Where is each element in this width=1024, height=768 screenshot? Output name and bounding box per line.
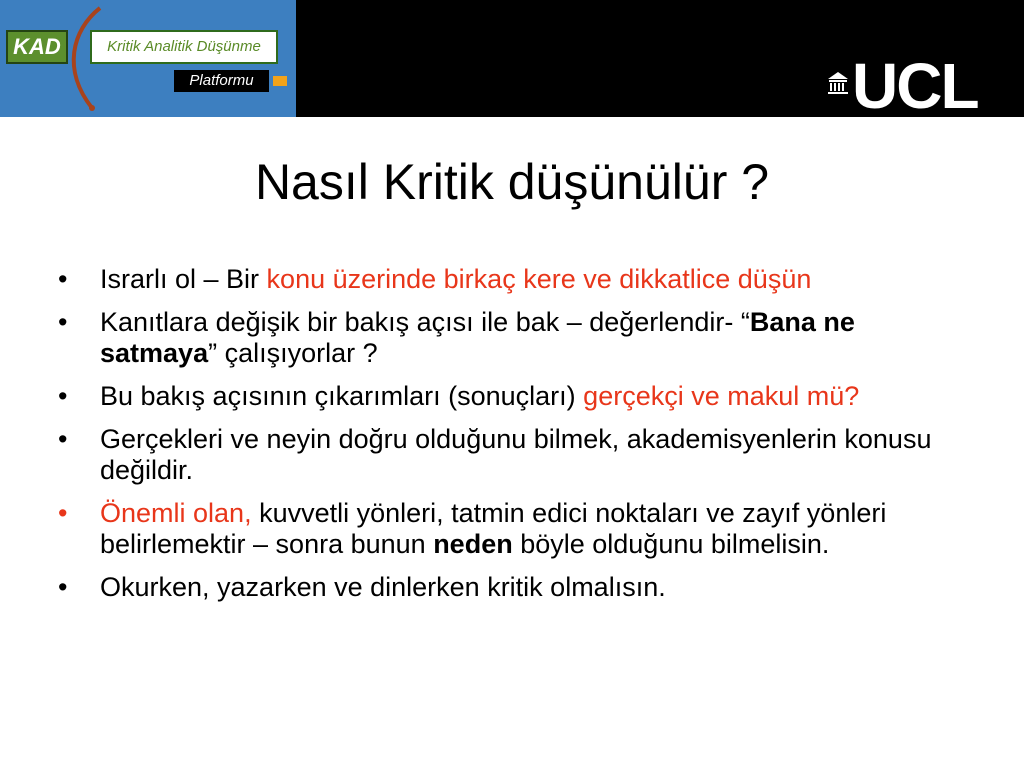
ucl-text: UCL (852, 50, 978, 122)
bullet-emphasis: neden (433, 529, 513, 559)
bullet-highlight: gerçekçi ve makul mü? (583, 381, 860, 411)
kad-abbr-box (6, 30, 68, 64)
bullet-text: böyle olduğunu bilmelisin. (512, 529, 830, 559)
bullet-item (58, 381, 958, 412)
bullet-text: Gerçekleri ve neyin doğru olduğunu bilmek, akademisyenlerin konusu değildir. (100, 424, 932, 485)
bullet-text: Israrlı ol – Bir (100, 264, 267, 294)
bullet-item (58, 307, 958, 369)
bullet-dot: • (58, 307, 68, 337)
bullet-text: ” çalışıyorlar ? (208, 338, 378, 368)
bullet-highlight: Önemli olan, (100, 498, 252, 528)
bullet-emphasis: Bana ne satmaya (100, 307, 855, 368)
kad-name: Kritik Analitik Düşünme (107, 38, 261, 55)
bullet-text: Bu bakış açısının çıkarımları (sonuçları) (100, 381, 584, 411)
bullet-text: kuvvetli yönleri, tatmin edici noktaları ve zayıf yönleri belirlemektir – sonra bunun (100, 498, 887, 559)
bullet-dot: • (58, 424, 68, 454)
bullet-dot: • (58, 381, 68, 411)
portico-icon (828, 72, 848, 94)
bullet-dot: • (58, 498, 68, 528)
bullet-text: Okurken, yazarken ve dinlerken kritik olmalısın. (100, 572, 666, 602)
bullet-list (58, 264, 958, 615)
bullet-item (58, 572, 958, 603)
bullet-dot: • (58, 264, 68, 294)
bullet-item (58, 424, 958, 486)
bullet-text: Kanıtlara değişik bir bakış açısı ile bak – değerlendir- “ (100, 307, 750, 337)
kad-name-box (90, 30, 278, 64)
bullet-dot: • (58, 572, 68, 602)
slide-title: Nasıl Kritik düşünülür ? (254, 154, 770, 210)
header-bar (0, 0, 1024, 122)
bullet-item (58, 264, 958, 295)
bullet-highlight: konu üzerinde birkaç kere ve dikkatlice düşün (266, 264, 812, 294)
kad-logo (0, 0, 296, 117)
kad-platform-box (174, 70, 269, 92)
bullet-item (58, 498, 958, 560)
kad-platform: Platformu (189, 72, 254, 89)
kad-orange-square (273, 76, 287, 86)
kad-abbr: KAD (13, 34, 61, 59)
ucl-logo (828, 50, 998, 122)
